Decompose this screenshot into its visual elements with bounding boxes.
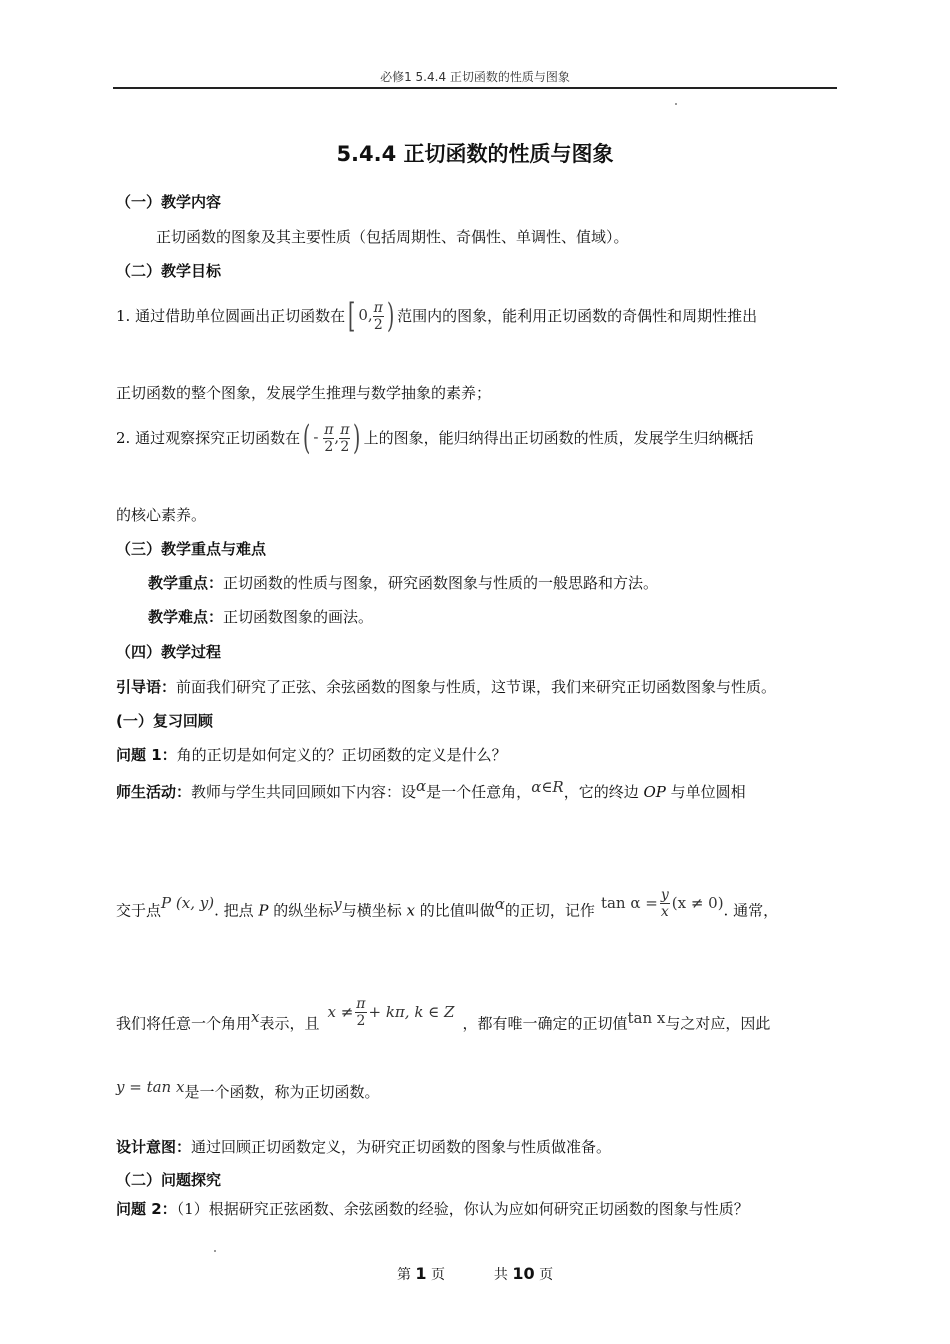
section-heading-goals: （二）教学目标: [116, 262, 222, 280]
goal-1-text-a: 1. 通过借助单位圆画出正切函数在: [116, 307, 346, 325]
alpha-in-r: α∈R: [531, 778, 564, 796]
key-point-text: 正切函数的性质与图象，研究函数图象与性质的一般思路和方法。: [223, 574, 659, 592]
x-symbol: x: [251, 1007, 260, 1026]
review-heading: (一）复习回顾: [116, 712, 213, 730]
question-1-text: 角的正切是如何定义的？正切函数的定义是什么？: [176, 746, 507, 764]
goal-2-line-2: 的核心素养。: [116, 506, 207, 524]
key-point-label: 教学重点：: [148, 574, 224, 592]
tan-alpha-formula: tan α = $\frac{y}{x}$ (x ≠ 0): [600, 887, 724, 920]
goal-1-line-1: [116, 296, 757, 336]
question-1-label: 问题 1：: [116, 746, 177, 764]
design-intent-label: 设计意图：: [116, 1138, 192, 1156]
goal-2-line-1: [116, 418, 754, 458]
activity-line-3: 我们将任意一个角用x表示，且x ≠ $\frac{\pi}{2}$ + kπ, k ∈ Z，都有唯一确定的正切值tan x与之对应，因此: [116, 996, 771, 1033]
page-header: 必修1 5.4.4 正切函数的性质与图象: [380, 70, 570, 84]
page-footer: 第 1 页 共 10 页: [396, 1264, 554, 1283]
x-domain-formula: x ≠ $\frac{\pi}{2}$ + kπ, k ∈ Z: [327, 996, 455, 1029]
activity-label: 师生活动：: [116, 783, 192, 801]
intro-line: [116, 677, 776, 697]
goal-1-line-2: 正切函数的整个图象，发展学生推理与数学抽象的素养；: [116, 384, 492, 402]
tan-x: tan x: [627, 1008, 666, 1027]
difficulty-label: 教学难点：: [148, 608, 224, 626]
activity-line-4: y = tan x是一个函数，称为正切函数。: [116, 1078, 380, 1101]
y-eq-tan-x: y = tan x: [116, 1078, 185, 1096]
section-heading-process: （四）教学过程: [116, 643, 222, 661]
header-rule: [113, 87, 837, 89]
difficulty-line: [148, 607, 373, 627]
page-title: 5.4.4 正切函数的性质与图象: [336, 142, 614, 166]
stray-dot: [675, 103, 677, 105]
goal-2-text-b: 上的图象，能归纳得出正切函数的性质，发展学生归纳概括: [363, 429, 754, 447]
content-text: 正切函数的图象及其主要性质（包括周期性、奇偶性、单调性、值域）。: [156, 228, 629, 246]
goal-2-text-a: 2. 通过观察探究正切函数在: [116, 429, 301, 447]
y-symbol: y: [333, 894, 342, 913]
intro-label: 引导语：: [116, 678, 177, 696]
interval-minus-half-pi-half-pi: ( - $\frac{\pi}{2}$ , $\frac{\pi}{2}$ ): [303, 418, 361, 458]
page-number: 1: [415, 1264, 427, 1283]
interval-0-half-pi: [ 0, $\frac{\pi}{2}$ ): [348, 296, 395, 336]
question-2-label: 问题 2：: [116, 1200, 177, 1218]
explore-heading: （二）问题探究: [116, 1171, 222, 1189]
question-2-line: [116, 1199, 749, 1219]
point-p: P (x, y): [161, 893, 215, 912]
section-heading-content: （一）教学内容: [116, 193, 222, 211]
alpha-symbol: α: [416, 777, 427, 795]
activity-line-2: 交于点P (x, y). 把点 P 的纵坐标y与横坐标 x 的比值叫做α的正切，记作 tan α = $\frac{y}{x}$ (x ≠ 0). 通常，: [116, 887, 779, 920]
question-1-line: [116, 745, 507, 765]
stray-dot-2: [214, 1250, 216, 1252]
intro-text: 前面我们研究了正弦、余弦函数的图象与性质，这节课，我们来研究正切函数图象与性质。: [176, 678, 777, 696]
goal-1-text-b: 范围内的图象，能利用正切函数的奇偶性和周期性推出: [397, 307, 758, 325]
difficulty-text: 正切函数图象的画法。: [223, 608, 374, 626]
activity-line-1: 师生活动：教师与学生共同回顾如下内容：设α是一个任意角，α∈R，它的终边 OP 与单位圆相: [116, 777, 746, 801]
section-heading-key: （三）教学重点与难点: [116, 540, 267, 558]
alpha-symbol-2: α: [494, 894, 505, 913]
key-point-line: [148, 573, 658, 593]
design-intent-line: [116, 1137, 611, 1157]
total-pages: 10: [512, 1264, 535, 1283]
design-intent-text: 通过回顾正切函数定义，为研究正切函数的图象与性质做准备。: [191, 1138, 612, 1156]
question-2-text: （1）根据研究正弦函数、余弦函数的经验，你认为应如何研究正切函数的图象与性质？: [176, 1200, 749, 1218]
